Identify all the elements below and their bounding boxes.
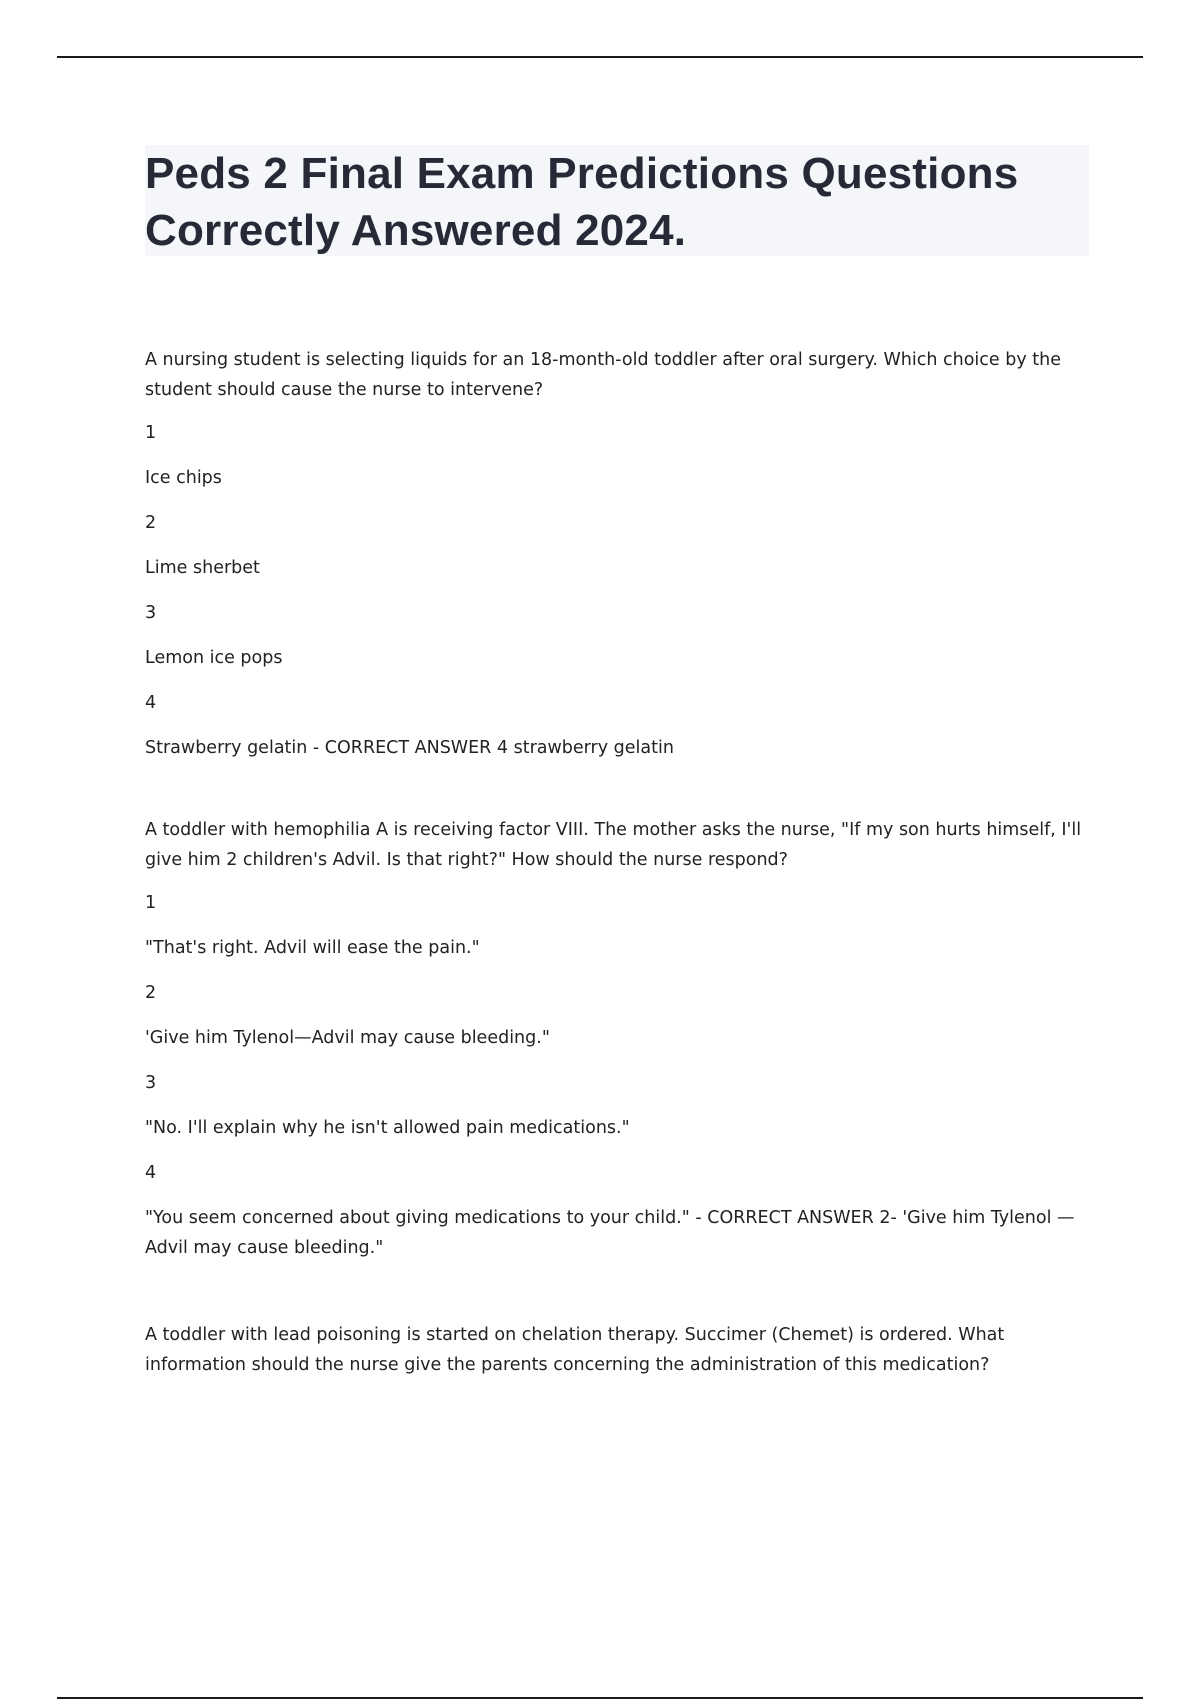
option-number: 3 <box>145 1073 157 1093</box>
option-number: 2 <box>145 513 157 533</box>
document-body <box>145 345 1095 1380</box>
spacer <box>145 1263 1095 1320</box>
question-stem: A nursing student is selecting liquids for an 18-month-old toddler after oral surgery. Which choice by the student should cause the nurse to intervene? <box>145 350 1061 400</box>
option-number: 3 <box>145 603 157 623</box>
bottom-rule <box>57 1697 1143 1699</box>
option-number: 1 <box>145 893 157 913</box>
spacer <box>145 763 1095 815</box>
option-text-answer: Strawberry gelatin - CORRECT ANSWER 4 strawberry gelatin <box>145 738 674 758</box>
question-block-2 <box>145 815 1095 1263</box>
option-number: 4 <box>145 693 157 713</box>
option-text: 'Give him Tylenol—Advil may cause bleeding." <box>145 1028 550 1048</box>
question-block-1 <box>145 345 1095 763</box>
question-block-3 <box>145 1320 1095 1380</box>
option-text: "That's right. Advil will ease the pain." <box>145 938 480 958</box>
option-text: Lemon ice pops <box>145 648 283 668</box>
option-text: Ice chips <box>145 468 222 488</box>
option-text: "No. I'll explain why he isn't allowed pain medications." <box>145 1118 630 1138</box>
top-rule <box>57 56 1143 58</box>
option-number: 1 <box>145 423 157 443</box>
question-stem: A toddler with hemophilia A is receiving factor VIII. The mother asks the nurse, "If my son hurts himself, I'll give him 2 children's Advil. Is that right?" How should the nurse respond? <box>145 820 1082 870</box>
page-title: Peds 2 Final Exam Predictions Questions Correctly Answered 2024. <box>145 149 1019 255</box>
option-text-answer: "You seem concerned about giving medications to your child." - CORRECT ANSWER 2- 'Give him Tylenol —Advil may cause bleeding." <box>145 1208 1075 1258</box>
question-stem: A toddler with lead poisoning is started on chelation therapy. Succimer (Chemet) is ordered. What information should the nurse give the parents concerning the administration of this medication? <box>145 1325 1005 1375</box>
option-text: Lime sherbet <box>145 558 260 578</box>
option-number: 2 <box>145 983 157 1003</box>
option-number: 4 <box>145 1163 157 1183</box>
